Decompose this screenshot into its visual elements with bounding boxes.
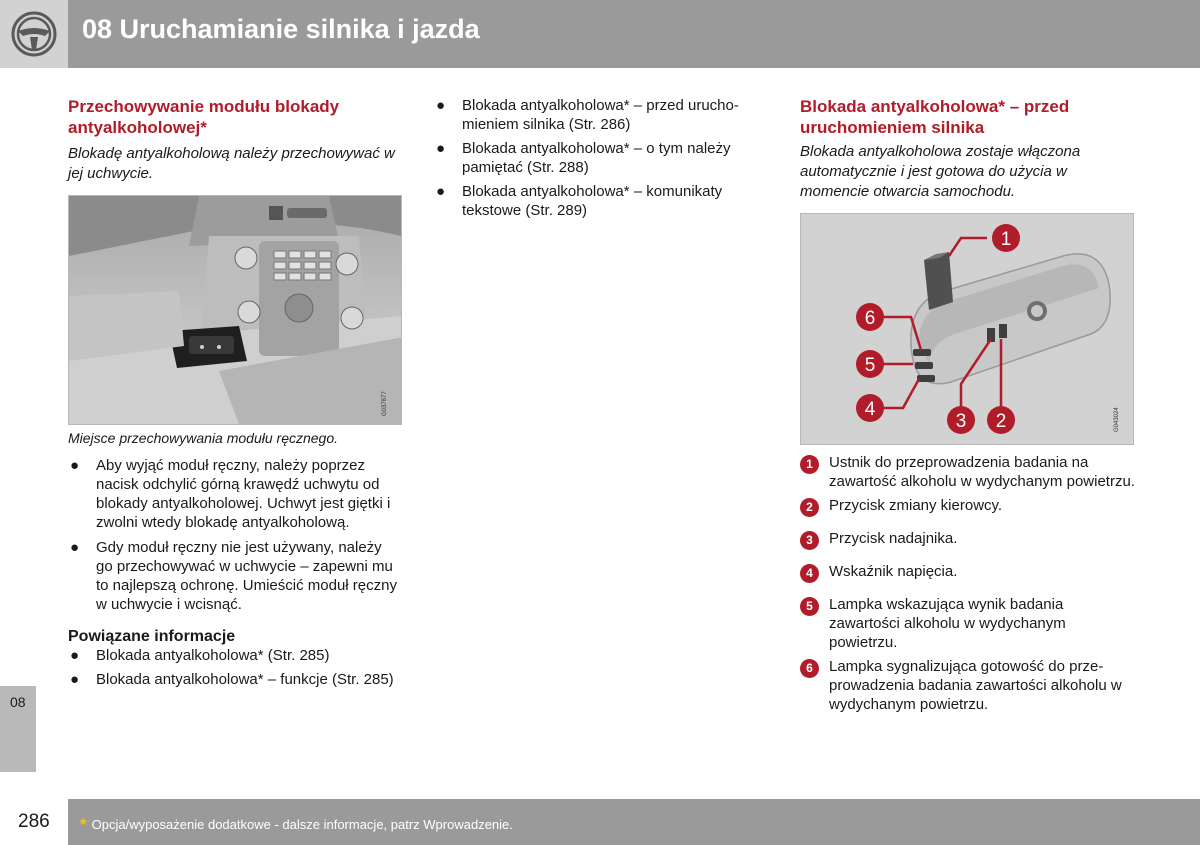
callout-badge-1 [992,224,1020,252]
svg-text:4: 4 [864,399,876,420]
list-item: ● Gdy moduł ręczny nie jest używany, należy go przechowywać w uchwycie – zapewni mu to najlepszą ochronę. Umieścić moduł ręczny w uchwycie i wcisnąć. [70,539,397,613]
footer-note [80,814,513,834]
page-number: 286 [18,811,50,832]
page-header [0,0,1200,68]
svg-text:2: 2 [995,411,1007,432]
chapter-side-tab [0,686,36,772]
section-heading-storage: Przechowywanie modułu blokady antyalkoholowej* [68,97,340,137]
list-item: 5 Lampka wskazująca wynik badania zawartości alkoholu w wydychanym powietrzu. [800,595,1135,652]
footer-note-text: Opcja/wyposażenie dodatkowe - dalsze informacje, patrz Wprowadzenie. [91,817,513,832]
callout-badge-2 [987,406,1015,434]
related-link[interactable]: ● Blokada antyalkoholowa* (Str. 285) [70,647,330,664]
number-badge: 3 [800,531,819,550]
right-column [800,96,1135,202]
number-badge: 1 [800,455,819,474]
callout-badge-5 [856,350,884,378]
callout-badge-6 [856,303,884,331]
related-link[interactable]: ● Blokada antyalkoholowa* – funkcje (Str. 285) [70,671,394,688]
list-item: 2 Przycisk zmiany kierowcy. [800,496,1135,515]
callout-badge-3 [947,406,975,434]
figure-handset-callouts [800,213,1134,445]
storage-steps-list [68,456,398,614]
chapter-tab-label: 08 [10,694,26,710]
left-column [68,96,398,184]
svg-text:1: 1 [1000,229,1012,250]
figure-code: G043024 [1114,407,1120,432]
related-link[interactable]: ● Blokada antyalkoholowa* – komunikaty tekstowe (Str. 289) [436,183,723,219]
section-intro-storage: Blokadę antyalkoholową należy przechowywać w jej uchwycie. [68,145,395,182]
list-item: ● Aby wyjąć moduł ręczny, należy poprzez nacisk odchylić górną krawędź uchwytu od blokady antyalkoholowej. Uchwyt jest giętki i zwolni wtedy blokadę antyalkoholową. [70,457,391,531]
svg-text:6: 6 [864,308,876,329]
figure-caption: Miejsce przechowywania modułu ręcznego. [68,430,339,446]
handset-illustration [801,214,1133,444]
svg-text:5: 5 [864,355,876,376]
number-badge: 5 [800,597,819,616]
number-badge: 4 [800,564,819,583]
related-links-list-continued [434,96,770,220]
list-item: 6 Lampka sygnalizująca gotowość do przeprowadzenia badania zawartości alkoholu w wydychanym powietrzu. [800,657,1135,714]
related-link[interactable]: ● Blokada antyalkoholowa* – przed uruchomieniem silnika (Str. 286) [436,97,739,133]
number-badge: 6 [800,659,819,678]
figure-handset-holder [68,195,402,425]
middle-column [434,96,770,220]
list-item: 4 Wskaźnik napięcia. [800,562,1135,581]
related-info-heading: Powiązane informacje [68,628,236,645]
list-item: 1 Ustnik do przeprowadzenia badania na zawartość alkoholu w wydychanym powietrzu. [800,453,1135,491]
steering-wheel-icon [0,0,68,68]
svg-text:3: 3 [955,411,967,432]
left-column-lower [68,430,398,689]
section-heading-before-start: Blokada antyalkoholowa* – przed uruchomieniem silnika [800,97,1070,137]
asterisk-marker: * [80,815,87,834]
chapter-title: 08 Uruchamianie silnika i jazda [82,14,480,44]
figure-code: G037877 [382,391,388,416]
related-links-list [68,646,398,689]
chapter-icon-box [0,0,68,68]
section-intro-before-start: Blokada antyalkoholowa zostaje włączona automatycznie i jest gotowa do użycia w momencie otwarcia samochodu. [800,143,1081,200]
number-badge: 2 [800,498,819,517]
callout-legend-list [800,453,1135,714]
related-link[interactable]: ● Blokada antyalkoholowa* – o tym należy pamiętać (Str. 288) [436,140,731,176]
callout-badge-4 [856,394,884,422]
dashboard-photo [69,196,401,424]
list-item: 3 Przycisk nadajnika. [800,529,1135,548]
